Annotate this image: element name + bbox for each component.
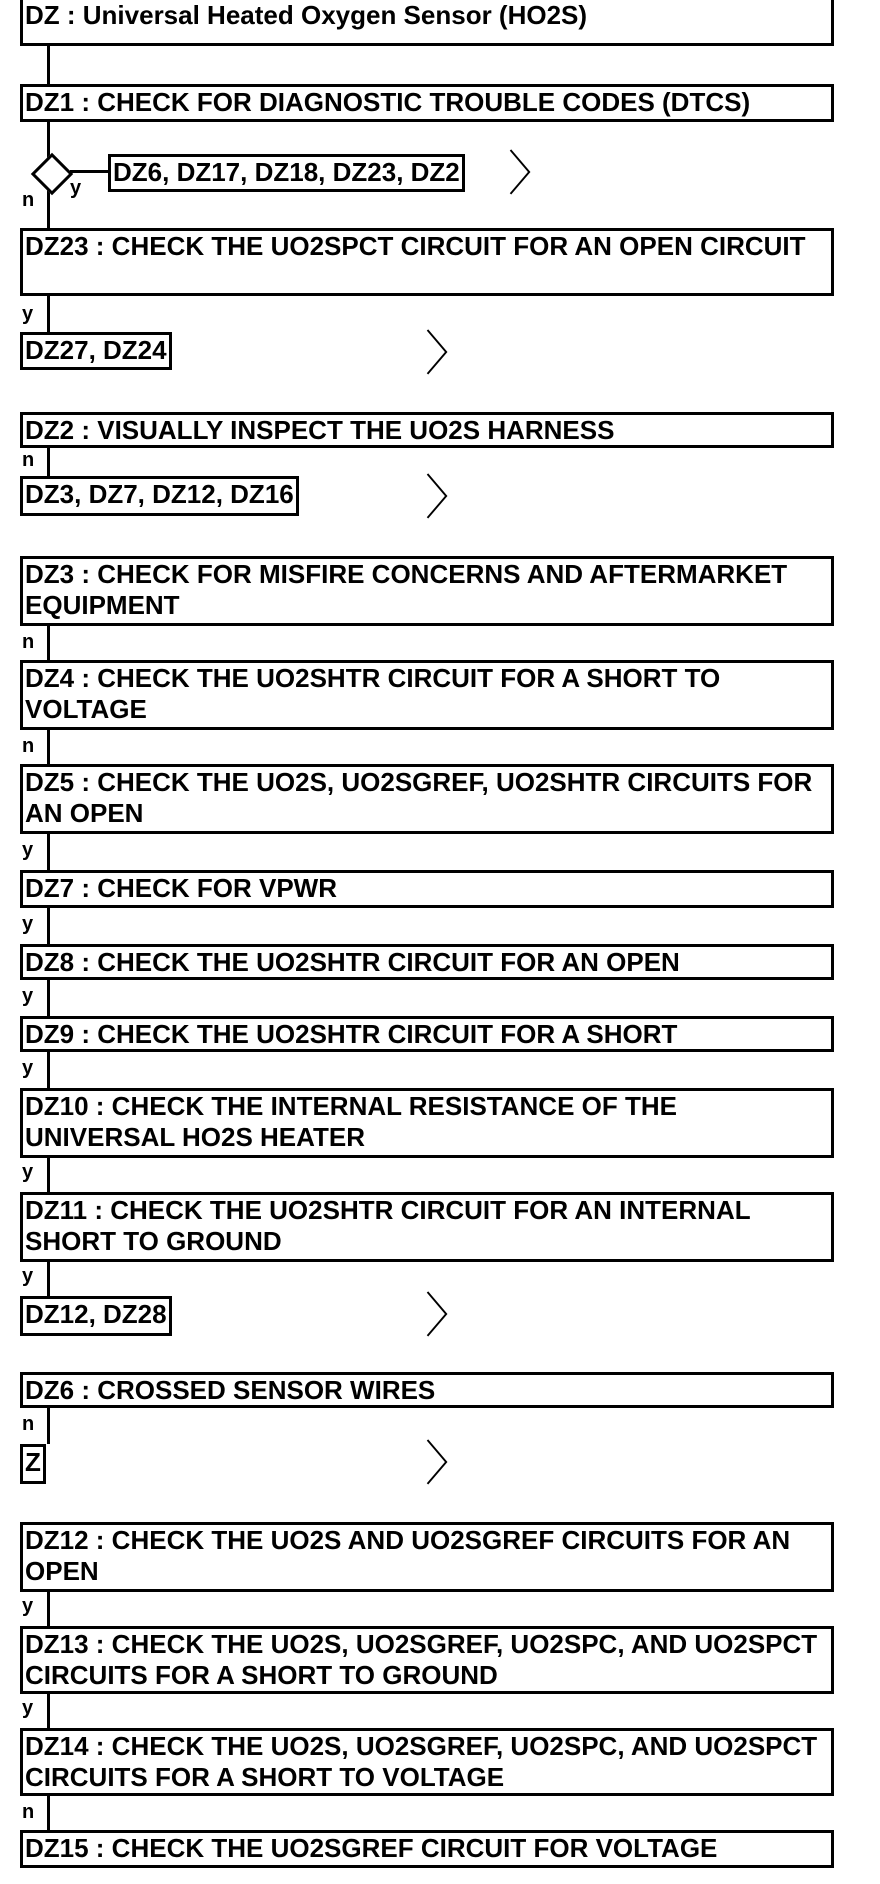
step-dz2[interactable]: DZ2 : VISUALLY INSPECT THE UO2S HARNESS — [20, 412, 834, 448]
step-dz6[interactable]: DZ6 : CROSSED SENSOR WIRES — [20, 1372, 834, 1408]
no-label: n — [22, 631, 35, 653]
yes-label: y — [22, 913, 34, 935]
yes-label: y — [22, 1697, 34, 1719]
connector-line — [47, 908, 50, 944]
ref-dz2-next[interactable]: DZ3, DZ7, DZ12, DZ16 — [20, 476, 299, 516]
ref-dz1-branch[interactable]: DZ6, DZ17, DZ18, DZ23, DZ2 — [108, 154, 465, 192]
step-dz3[interactable]: DZ3 : CHECK FOR MISFIRE CONCERNS AND AFTERMARKET EQUIPMENT — [20, 556, 834, 626]
yes-label: y — [22, 985, 34, 1007]
step-dz15[interactable]: DZ15 : CHECK THE UO2SGREF CIRCUIT FOR VOLTAGE — [20, 1830, 834, 1868]
connector-line — [47, 1052, 50, 1088]
yes-label: y — [22, 1161, 34, 1183]
connector-line — [47, 1408, 50, 1444]
yes-label: y — [22, 1057, 34, 1079]
step-dz1[interactable]: DZ1 : CHECK FOR DIAGNOSTIC TROUBLE CODES (DTCS) — [20, 84, 834, 122]
ref-dz6-next[interactable]: Z — [20, 1444, 46, 1484]
connector-line — [47, 46, 50, 84]
yes-label: y — [22, 1595, 34, 1617]
step-dz5[interactable]: DZ5 : CHECK THE UO2S, UO2SGREF, UO2SHTR CIRCUITS FOR AN OPEN — [20, 764, 834, 834]
connector-line — [47, 626, 50, 660]
connector-line — [47, 1796, 50, 1830]
no-label: n — [22, 1413, 35, 1435]
chevron-right-icon[interactable]: 〉 — [508, 146, 557, 202]
yes-label: y — [70, 177, 82, 199]
title-text: DZ : Universal Heated Oxygen Sensor (HO2S) — [25, 0, 588, 30]
chevron-right-icon[interactable]: 〉 — [425, 1436, 474, 1492]
connector-line — [47, 1158, 50, 1192]
chevron-right-icon[interactable]: 〉 — [425, 1288, 474, 1344]
connector-line — [47, 834, 50, 870]
ref-dz11-next[interactable]: DZ12, DZ28 — [20, 1296, 172, 1336]
step-dz10[interactable]: DZ10 : CHECK THE INTERNAL RESISTANCE OF THE UNIVERSAL HO2S HEATER — [20, 1088, 834, 1158]
connector-line — [47, 1262, 50, 1296]
decision-diamond — [31, 153, 73, 195]
step-dz14[interactable]: DZ14 : CHECK THE UO2S, UO2SGREF, UO2SPC, AND UO2SPCT CIRCUITS FOR A SHORT TO VOLTAGE — [20, 1728, 834, 1796]
connector-line — [47, 448, 50, 476]
yes-label: y — [22, 1265, 34, 1287]
step-dz8[interactable]: DZ8 : CHECK THE UO2SHTR CIRCUIT FOR AN OPEN — [20, 944, 834, 980]
yes-label: y — [22, 303, 34, 325]
connector-line — [47, 1592, 50, 1626]
no-label: n — [22, 735, 35, 757]
chevron-right-icon[interactable]: 〉 — [425, 470, 474, 526]
chart-title — [20, 0, 834, 46]
connector-line — [47, 730, 50, 764]
yes-label: y — [22, 839, 34, 861]
step-dz7[interactable]: DZ7 : CHECK FOR VPWR — [20, 870, 834, 908]
step-dz4[interactable]: DZ4 : CHECK THE UO2SHTR CIRCUIT FOR A SHORT TO VOLTAGE — [20, 660, 834, 730]
connector-line — [47, 980, 50, 1016]
step-dz9[interactable]: DZ9 : CHECK THE UO2SHTR CIRCUIT FOR A SHORT — [20, 1016, 834, 1052]
connector-line — [70, 170, 108, 173]
connector-line — [47, 1694, 50, 1728]
connector-line — [47, 296, 50, 332]
step-dz13[interactable]: DZ13 : CHECK THE UO2S, UO2SGREF, UO2SPC, AND UO2SPCT CIRCUITS FOR A SHORT TO GROUND — [20, 1626, 834, 1694]
step-dz12[interactable]: DZ12 : CHECK THE UO2S AND UO2SGREF CIRCUITS FOR AN OPEN — [20, 1522, 834, 1592]
chevron-right-icon[interactable]: 〉 — [425, 326, 474, 382]
no-label: n — [22, 1801, 35, 1823]
step-dz23[interactable]: DZ23 : CHECK THE UO2SPCT CIRCUIT FOR AN OPEN CIRCUIT — [20, 228, 834, 296]
no-label: n — [22, 449, 35, 471]
no-label: n — [22, 189, 35, 211]
step-dz11[interactable]: DZ11 : CHECK THE UO2SHTR CIRCUIT FOR AN INTERNAL SHORT TO GROUND — [20, 1192, 834, 1262]
ref-dz23-next[interactable]: DZ27, DZ24 — [20, 332, 172, 370]
